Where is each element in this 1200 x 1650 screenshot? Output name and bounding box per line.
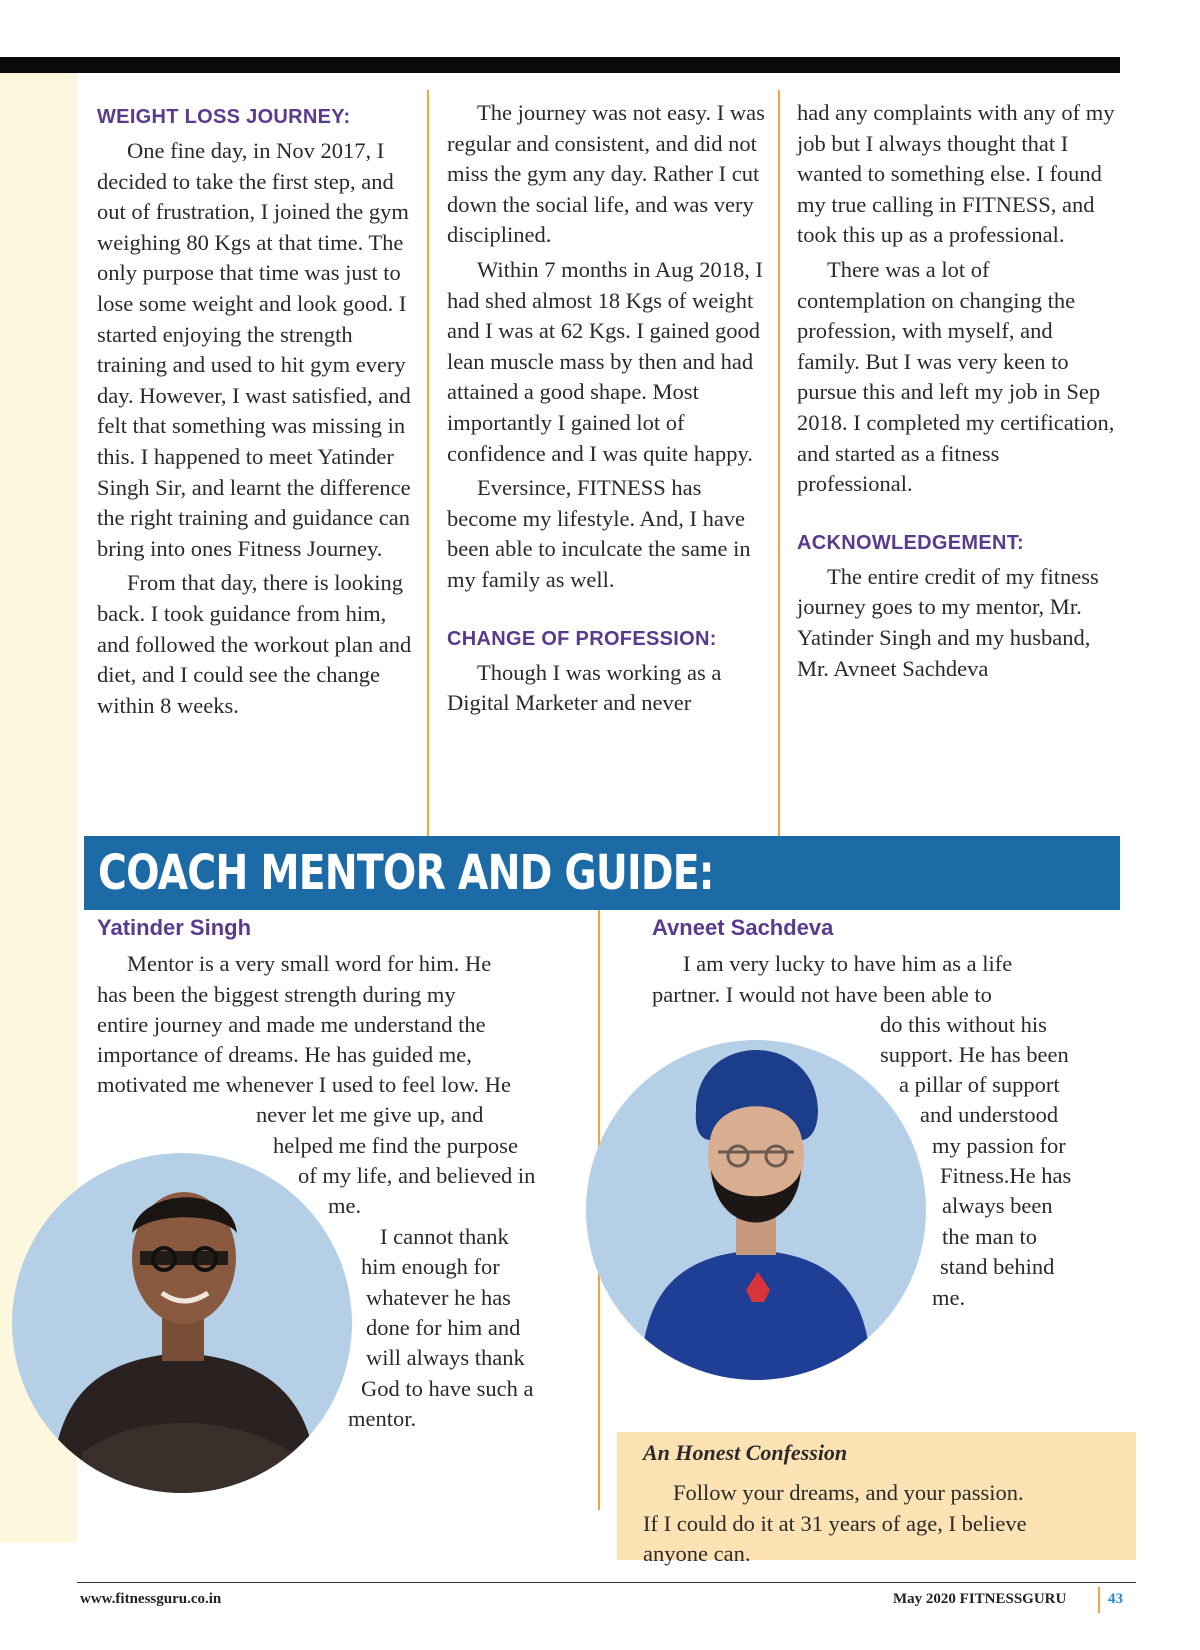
confession-box xyxy=(617,1432,1136,1566)
paragraph: One fine day, in Nov 2017, I decided to take the first step, and out of frustration, I joined the gym weighing 80 Kgs at that time. The only purpose that time was just to lose some weight and look good. I started enjoying the strength training and used to hit gym every day. However, I wast satisfied, and felt that something was missing in this. I happened to meet Yatinder Singh Sir, and learnt the difference the right training and guidance can bring into ones Fitness Journey. xyxy=(97,138,411,561)
confession-line: anyone can. xyxy=(643,1541,751,1566)
text-line: me. xyxy=(328,1193,362,1218)
section-heading: CHANGE OF PROFESSION: xyxy=(447,627,717,650)
text-line: do this without his xyxy=(880,1012,1047,1037)
text-line: has been the biggest strength during my xyxy=(97,982,456,1007)
text-line: Mentor is a very small word for him. He xyxy=(127,951,492,976)
text-line: a pillar of support xyxy=(899,1072,1060,1097)
text-line: I cannot thank xyxy=(380,1224,509,1249)
page-number: 43 xyxy=(1108,1591,1123,1607)
paragraph: From that day, there is looking back. I took guidance from him, and followed the workout plan and diet, and I could see the change within 8 weeks. xyxy=(97,570,412,718)
partner-photo xyxy=(586,1040,926,1380)
man-with-turban-icon xyxy=(586,1040,926,1380)
paragraph: The entire credit of my fitness journey goes to my mentor, Mr. Yatinder Singh and my husband, Mr. Avneet Sachdeva xyxy=(797,563,1099,681)
section-heading: ACKNOWLEDGEMENT: xyxy=(797,531,1025,554)
footer-url: www.fitnessguru.co.in xyxy=(80,1591,222,1607)
paragraph: The journey was not easy. I was regular and consistent, and did not miss the gym any day. Rather I cut down the social life, and was very disciplined. xyxy=(447,100,765,248)
paragraph: Within 7 months in Aug 2018, I had shed almost 18 Kgs of weight and I was at 62 Kgs. I gained good lean muscle mass by then and had attained a good shape. Most importantly I gained lot of confidence and I was quite happy. xyxy=(447,256,763,466)
text-line: the man to xyxy=(942,1224,1037,1249)
confession-line: Follow your dreams, and your passion. xyxy=(673,1480,1024,1505)
paragraph: Though I was working as a Digital Marketer and never xyxy=(447,659,722,716)
article-column-1 xyxy=(97,104,415,721)
paragraph: There was a lot of contemplation on changing the profession, with myself, and family. But I was very keen to pursue this and left my job in Sep 2018. I completed my certification, and started as a fitness professional. xyxy=(797,256,1115,497)
text-line: support. He has been xyxy=(880,1042,1069,1067)
column-divider xyxy=(427,90,429,836)
confession-line: If I could do it at 31 years of age, I believe xyxy=(643,1510,1027,1536)
confession-body xyxy=(643,1478,1123,1570)
footer-divider xyxy=(1098,1587,1100,1613)
text-line: always been xyxy=(942,1193,1053,1218)
confession-title: An Honest Confession xyxy=(643,1440,848,1465)
partner-name: Avneet Sachdeva xyxy=(652,915,834,940)
text-line: entire journey and made me understand the xyxy=(97,1012,486,1037)
coach-banner xyxy=(84,836,1120,910)
mentor-photo xyxy=(12,1153,352,1493)
text-line: will always thank xyxy=(366,1345,525,1370)
text-line: my passion for xyxy=(932,1133,1066,1158)
top-black-bar xyxy=(0,57,1120,73)
text-line: never let me give up, and xyxy=(256,1102,484,1127)
text-line: whatever he has xyxy=(366,1285,511,1310)
text-line: motivated me whenever I used to feel low. He xyxy=(97,1072,512,1097)
text-line: mentor. xyxy=(348,1406,417,1431)
footer-rule xyxy=(77,1582,1136,1583)
text-line: God to have such a xyxy=(361,1376,534,1401)
article-column-3 xyxy=(797,98,1117,684)
article-column-2 xyxy=(447,98,765,719)
footer-issue: May 2020 FITNESSGURU xyxy=(893,1591,1067,1607)
paragraph: had any complaints with any of my job but I always thought that I wanted to something else. I found my true calling in FITNESS, and took this up as a professional. xyxy=(797,100,1115,248)
text-line: done for him and xyxy=(366,1315,521,1340)
text-line: me. xyxy=(932,1285,966,1310)
text-line: helped me find the purpose xyxy=(273,1133,518,1158)
text-line: I am very lucky to have him as a life xyxy=(683,951,1013,976)
text-line: of my life, and believed in xyxy=(298,1163,536,1188)
paragraph: Eversince, FITNESS has become my lifestyle. And, I have been able to inculcate the same in my family as well. xyxy=(447,475,751,592)
text-line: and understood xyxy=(920,1102,1059,1127)
text-line: stand behind xyxy=(940,1254,1055,1279)
section-heading: WEIGHT LOSS JOURNEY: xyxy=(97,106,351,128)
text-line: partner. I would not have been able to xyxy=(652,982,992,1007)
banner-title: COACH MENTOR AND GUIDE: xyxy=(98,845,714,901)
text-line: him enough for xyxy=(361,1254,500,1279)
text-line: Fitness.He has xyxy=(940,1163,1072,1188)
mentor-name: Yatinder Singh xyxy=(97,915,252,940)
column-divider xyxy=(778,90,780,836)
text-line: importance of dreams. He has guided me, xyxy=(97,1042,472,1067)
man-portrait-icon xyxy=(12,1153,352,1493)
